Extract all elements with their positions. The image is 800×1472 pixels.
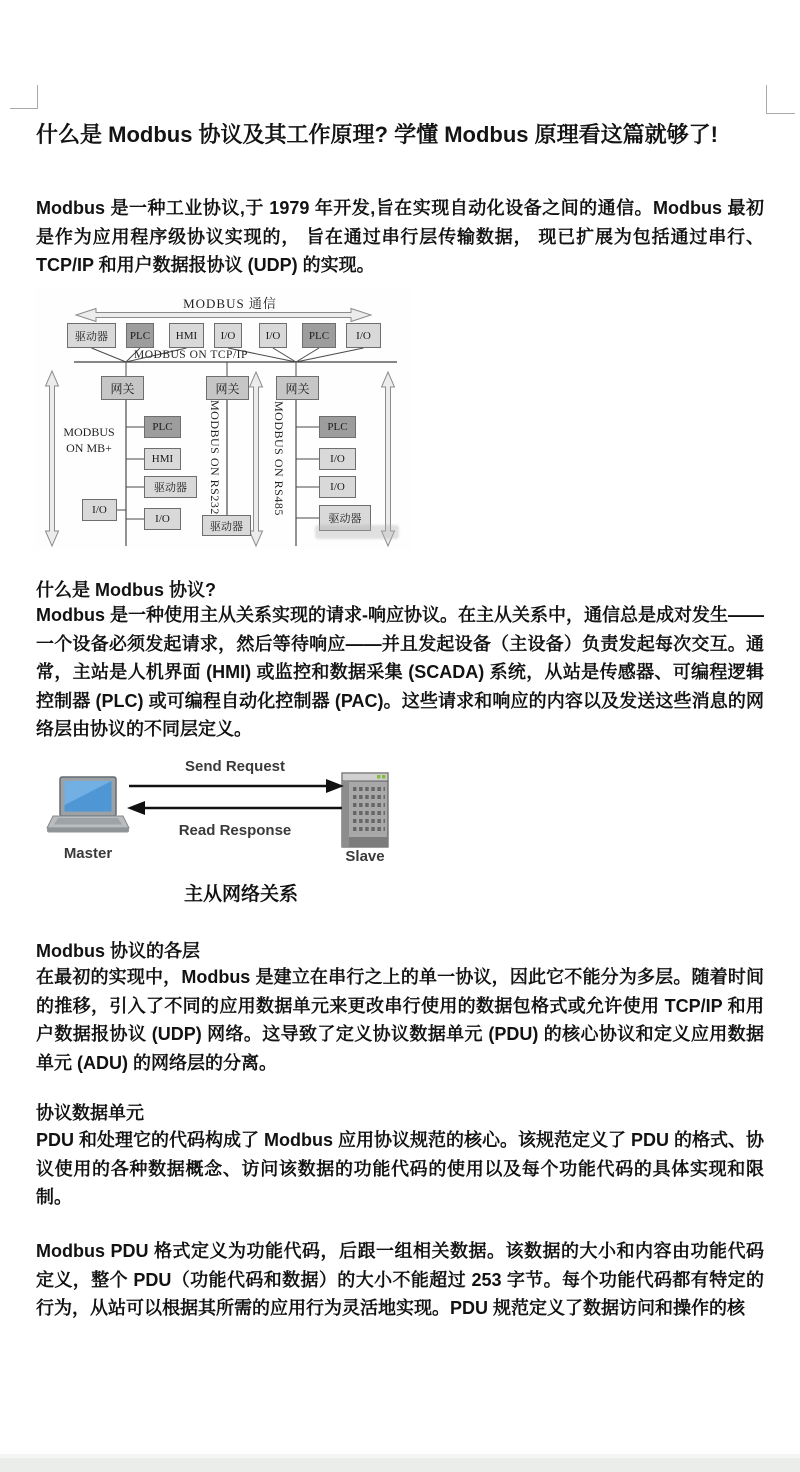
article-title: 什么是 Modbus 协议及其工作原理? 学懂 Modbus 原理看这篇就够了! [36,122,718,147]
server-icon [342,773,388,847]
section-heading: Modbus 协议的各层 [36,941,200,961]
gateway-box: 网关 [276,376,319,400]
section-heading: 什么是 Modbus 协议? [36,580,216,600]
modbus-architecture-figure [34,288,412,550]
device-box-plc: PLC [144,416,181,438]
vertical-double-arrow-icon [382,372,395,546]
device-box-hmi: HMI [169,323,204,348]
tcpip-bus-label: MODBUS ON TCP/IP [134,349,248,361]
master-label: Master [63,845,113,862]
watermark [315,525,399,539]
gateway-box: 网关 [101,376,144,400]
device-box-io: I/O [259,323,287,348]
section-body: 在最初的实现中，Modbus 是建立在串行之上的单一协议，因此它不能分为多层。随着时间的推移，引入了不同的应用数据单元来更改串行使用的数据包格式或允许使用 TCP/IP 和用户数据报协议 (UDP) 网络。这导致了定义协议数据单元 (PDU) 的核心协议和定义应用数据单元 (ADU) 的网络层的分离。 [36,967,764,1073]
figure-title: MODBUS 通信 [183,296,277,311]
gateway-box: 网关 [206,376,249,400]
vertical-double-arrow-icon [250,372,263,546]
rs232-branch-label: MODBUS ON RS232 [208,400,222,515]
section-body: Modbus 是一种使用主从关系实现的请求-响应协议。在主从关系中，通信总是成对发生——一个设备必须发起请求，然后等待响应——并且发起设备（主设备）负责发起每次交互。通常，主站是人机界面 (HMI) 或监控和数据采集 (SCADA) 系统，从站是传感器、可编程逻辑控制器 (PLC) 或可编程自动化控制器 (PAC)。这些请求和响应的内容以及发送这些消息的网络层由协议的不同层定义。 [36,605,764,739]
device-box-hmi: HMI [144,448,181,470]
read-response-arrow [127,801,342,815]
device-box-drive: 驱动器 [144,476,197,498]
device-box-plc: PLC [302,323,336,348]
slave-label: Slave [345,848,385,865]
device-box-io: I/O [346,323,381,348]
laptop-icon [47,777,129,833]
margin-corner-mark-right [766,85,795,114]
page-bottom-bar [0,1458,800,1472]
device-box-io: I/O [319,476,356,498]
section-body: PDU 和处理它的代码构成了 Modbus 应用协议规范的核心。该规范定义了 PDU 的格式、协议使用的各种数据概念、访问该数据的功能代码的使用以及每个功能代码的具体实现和限制。 [36,1130,764,1207]
vertical-double-arrow-icon [46,371,59,546]
device-box-io: I/O [214,323,242,348]
device-box-plc: PLC [319,416,356,438]
closing-paragraph: Modbus PDU 格式定义为功能代码，后跟一组相关数据。该数据的大小和内容由功能代码定义，整个 PDU（功能代码和数据）的大小不能超过 253 字节。每个功能代码都有特定的行为，从站可以根据其所需的应用行为灵活地实现。PDU 规范定义了数据访问和操作的核 [36,1241,764,1318]
read-response-label: Read Response [178,822,292,839]
device-box-drive: 驱动器 [67,323,116,348]
send-request-arrow [129,779,344,793]
device-box-drive: 驱动器 [202,515,251,536]
device-box-io: I/O [144,508,181,530]
device-box-io: I/O [319,448,356,470]
send-request-label: Send Request [184,758,286,775]
device-box-plc: PLC [126,323,154,348]
margin-corner-mark-left [10,85,38,109]
rs485-branch-label: MODBUS ON RS485 [272,401,286,516]
figure-caption: 主从网络关系 [183,884,298,905]
device-box-io: I/O [82,499,117,521]
device-box-drive: 驱动器 [319,505,371,531]
intro-paragraph: Modbus 是一种工业协议,于 1979 年开发,旨在实现自动化设备之间的通信。Modbus 最初是作为应用程序级协议实现的， 旨在通过串行层传输数据， 现已扩展为包括通过串行、TCP/IP 和用户数据报协议 (UDP) 的实现。 [36,198,764,275]
master-slave-figure [30,755,450,877]
mbplus-branch-label: MODBUS ON MB+ [63,425,115,455]
section-heading: 协议数据单元 [36,1103,144,1123]
